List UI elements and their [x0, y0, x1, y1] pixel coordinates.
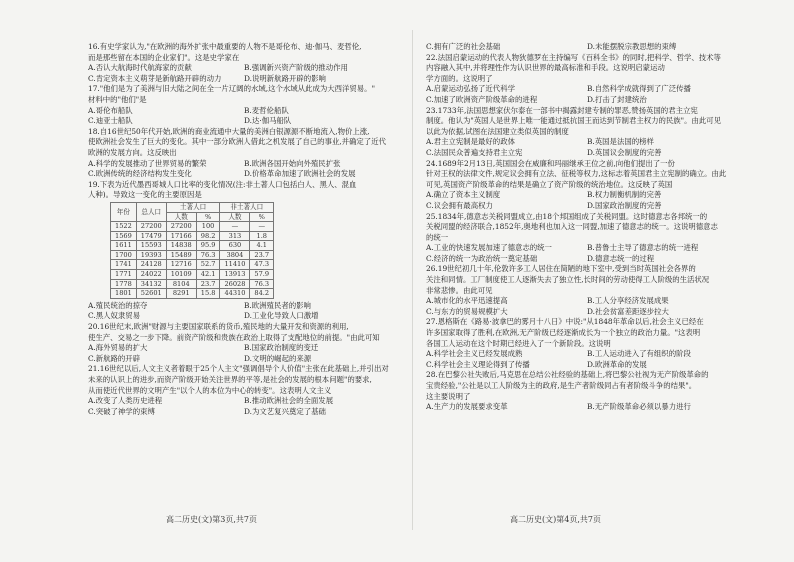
- question-stem-line: 许多国家取得了胜利,在欧洲,无产阶级已经逐渐成长为一个独立的政治力量。"这表明: [426, 328, 701, 338]
- question-stem-line: 28.在巴黎公社失败后,马克思在总结公社经验的基础上,将巴黎公社视为无产阶级革命的: [426, 370, 709, 380]
- table-cell: 1611: [111, 241, 137, 251]
- answer-option: B.自然科学成就得到了广泛传播: [587, 84, 691, 94]
- answer-option: B.工人分享经济发展成果: [587, 296, 669, 306]
- question-stem-line: 26.19世纪初几十年,伦敦许多工人居住在简陋的地下室中,受到当时英国社会各界的: [426, 264, 696, 274]
- table-cell: 1778: [111, 279, 137, 289]
- answer-option: C.与东方的贸易规模扩大: [426, 306, 508, 316]
- table-cell: 24022: [136, 270, 166, 280]
- table-cell: 8291: [166, 289, 196, 299]
- col-header-year: 年份: [111, 202, 137, 221]
- answer-option: A.君主立宪制是最好的政体: [426, 137, 515, 147]
- question-stem-line: 欧洲的发展方向。这反映出: [88, 147, 177, 157]
- question-stem-line: 从而使近代世界的文明产生"以个人的本位为中心的转变"。这表明人文主义: [88, 385, 332, 395]
- option-row: [426, 243, 748, 254]
- answer-option: B.无产阶级革命必须以暴力进行: [587, 402, 691, 412]
- option-row: [426, 42, 748, 53]
- question-q17: [88, 84, 400, 126]
- answer-option: C.迪亚士船队: [88, 116, 133, 126]
- question-stem-line: 21.16世纪以后,人文主义者着眼于25个人主文"强调倡导个人价值"主张在此基础上,并引出对: [88, 364, 389, 374]
- table-cell: 1.8: [250, 231, 274, 241]
- table-cell: 100: [196, 222, 220, 232]
- answer-option: C.科学社会主义理论得到了传播: [426, 359, 530, 369]
- table-row: [111, 241, 274, 251]
- table-cell: 1771: [111, 270, 137, 280]
- answer-option: C.经济的统一为政治统一奠定基础: [426, 253, 538, 263]
- table-cell: —: [220, 222, 250, 232]
- question-q23: [426, 106, 748, 159]
- col-header-percent: %: [250, 212, 274, 222]
- question-q28: [426, 370, 748, 412]
- option-row: [88, 343, 400, 354]
- question-q16: [88, 42, 400, 84]
- table-cell: 17166: [166, 231, 196, 241]
- answer-option: B.麦哲伦船队: [244, 105, 289, 115]
- table-cell: 47.3: [250, 260, 274, 270]
- question-stem-line: 宝贵经验,"公社是以工人阶级为主的政府,是生产者阶级同占有者阶级斗争的结果"。: [426, 381, 697, 390]
- question-stem-line: 非常悲惨。由此可见: [426, 285, 493, 295]
- option-row: [88, 74, 400, 85]
- question-stem-line: 内容融入其中,并将理性作为认识世界的最高标准和手段。这说明启蒙运动: [426, 63, 665, 73]
- page-fold: [412, 30, 413, 530]
- option-row: [426, 148, 748, 159]
- table-cell: 13913: [220, 270, 250, 280]
- question-q25: [426, 212, 748, 265]
- option-row: [88, 301, 400, 312]
- table-cell: 1522: [111, 222, 137, 232]
- table-cell: 95.9: [196, 241, 220, 251]
- option-row: [426, 84, 748, 95]
- question-stem-line: 23.1733年,法国思想家伏尔泰在一部书中揭露封建专制的罪恶,赞扬英国的君主立宪: [426, 105, 698, 115]
- answer-option: B.国家政治制度的变迁: [244, 343, 319, 353]
- option-row: [426, 360, 748, 371]
- population-table: [110, 202, 274, 299]
- answer-option: D.社会贫富差距逐步拉大: [587, 306, 669, 316]
- option-row: [88, 396, 400, 407]
- table-cell: 17479: [136, 231, 166, 241]
- table-cell: 57.9: [250, 270, 274, 280]
- col-header-native: 土著人口: [166, 202, 220, 212]
- answer-option: B.推动欧洲社会的全面发展: [244, 396, 334, 406]
- table-cell: 1700: [111, 250, 137, 260]
- question-stem-line: 人种)。导致这一变化的主要原因是: [88, 190, 202, 200]
- answer-option: D.未能摆脱宗教思想的束缚: [587, 42, 677, 51]
- table-row: [111, 250, 274, 260]
- question-q27: [426, 317, 748, 370]
- table-row: [111, 260, 274, 270]
- answer-option: A.殖民统治的掠夺: [88, 300, 148, 310]
- answer-option: C.肯定资本主义萌芽是新航路开辟的动力: [88, 73, 222, 83]
- answer-option: A.生产力的发展要求变革: [426, 402, 508, 412]
- table-cell: 313: [220, 231, 250, 241]
- table-cell: —: [250, 222, 274, 232]
- question-stem-line: 制度。他认为"英国人是世界上唯一能通过抵抗国王而达到节制君主权力的民族"。由此可见: [426, 116, 722, 126]
- answer-option: D.打击了封建统治: [587, 94, 647, 104]
- answer-option: D.国家政治制度的完善: [587, 200, 662, 210]
- option-row: [88, 106, 400, 117]
- question-stem-line: 17."他们是为了美洲与旧大陆之间在全一片辽阔的水域,这个水域从此成为大西洋贸易。": [88, 84, 375, 94]
- question-q20: [88, 322, 400, 364]
- table-row: [111, 231, 274, 241]
- option-row: [426, 190, 748, 201]
- option-row: [426, 137, 748, 148]
- table-cell: 15489: [166, 250, 196, 260]
- table-cell: 8104: [166, 279, 196, 289]
- answer-option: B.欧洲殖民者的影响: [244, 300, 311, 310]
- table-cell: 76.3: [196, 250, 220, 260]
- answer-option: A.确立了资本主义制度: [426, 190, 501, 200]
- left-page: [88, 42, 400, 417]
- answer-option: C.突破了神学的束缚: [88, 406, 155, 416]
- col-header-total: 总人口: [136, 202, 166, 221]
- option-row: [426, 307, 748, 318]
- table-cell: 52601: [136, 289, 166, 299]
- option-row: [426, 296, 748, 307]
- answer-option: B.工人运动进入了有组织的阶段: [587, 349, 691, 359]
- answer-option: D.文明的崛起的来源: [244, 353, 312, 363]
- table-row: [111, 222, 274, 232]
- table-cell: 11410: [220, 260, 250, 270]
- table-row: [111, 289, 274, 299]
- answer-option: A.科学的发展推动了世界贸易的繁荣: [88, 158, 207, 168]
- page-footer-right: 高二历史(文)第4页,共7页: [510, 515, 601, 524]
- table-cell: 15593: [136, 241, 166, 251]
- table-cell: 44310: [220, 289, 250, 299]
- question-stem-line: 可见,英国资产阶级革命的结果是确立了资产阶级的统治地位。这反映了英国: [426, 179, 673, 189]
- question-stem-line: 这主要说明了: [426, 391, 471, 401]
- answer-option: C.议会拥有最高权力: [426, 200, 493, 210]
- answer-option: C.加速了欧洲资产阶级革命的进程: [426, 94, 538, 104]
- question-q24: [426, 159, 748, 212]
- answer-option: D.说明新航路开辟的影响: [244, 73, 326, 83]
- question-stem-line: 20.16世纪末,欧洲"财源与主要国家联系的货币,殖民地的大量开发和资源的利用,: [88, 322, 349, 332]
- question-stem-line: 未来的认识上的进步,而资产阶级开始关注世界的平等,是社会的发展的根本问题"的要求,: [88, 375, 372, 384]
- option-row: [426, 95, 748, 106]
- question-stem-line: 16.有史学家认为,"在欧洲的海外扩张中最重要的人物不是哥伦布、迪·伽马、麦哲伦,: [88, 42, 362, 51]
- answer-option: D.价格革命加速了欧洲社会的发展: [244, 169, 356, 179]
- option-row: [426, 201, 748, 212]
- question-stem-line: 以此为依据,试图在法国建立类似英国的制度: [426, 126, 569, 136]
- answer-option: B.普鲁士主导了德意志的统一进程: [587, 243, 699, 253]
- col-header-percent: %: [196, 212, 220, 222]
- question-stem-line: 各国工人运动在这个时期已经进入了一个新阶段。这说明: [426, 338, 611, 348]
- answer-option: C.黑人奴隶贸易: [88, 311, 141, 321]
- question-q21: [88, 364, 400, 417]
- option-row: [426, 402, 748, 413]
- answer-option: C.欧洲传统的经济结构发生变化: [88, 169, 192, 179]
- option-row: [88, 159, 400, 170]
- question-stem-line: 关税同盟的经济联合,1852年,奥地利也加入这一同盟,加速了德意志的统一。这说明德意志: [426, 222, 718, 232]
- table-cell: 3804: [220, 250, 250, 260]
- table-cell: 12716: [166, 260, 196, 270]
- question-q18: [88, 127, 400, 180]
- option-row: [88, 311, 400, 322]
- table-cell: 98.2: [196, 231, 220, 241]
- table-cell: 42.1: [196, 270, 220, 280]
- table-cell: 10109: [166, 270, 196, 280]
- answer-option: C.拥有广泛的社会基础: [426, 42, 501, 51]
- question-stem-line: 关注和同情。工厂制度使工人逐渐失去了独立性,长时间的劳动使得工人阶级的生活状况: [426, 275, 710, 285]
- option-row: [426, 254, 748, 265]
- table-cell: 630: [220, 241, 250, 251]
- right-page: [426, 42, 748, 413]
- answer-option: A.工业的快速发展加速了德意志的统一: [426, 243, 552, 253]
- answer-option: B.权力制衡机制的完善: [587, 190, 662, 200]
- answer-option: C.法国民众普遍支持君主立宪: [426, 147, 523, 157]
- answer-option: B.欧洲各国开始向外殖民扩张: [244, 158, 341, 168]
- table-cell: 84.2: [250, 289, 274, 299]
- table-cell: 27200: [136, 222, 166, 232]
- question-q22: [426, 53, 748, 106]
- answer-option: C.新航路的开辟: [88, 353, 141, 363]
- answer-option: D.欧洲革命的发展: [587, 359, 647, 369]
- table-cell: 4.1: [250, 241, 274, 251]
- question-stem-line: 22.法国启蒙运动的代表人物狄德罗在主持编写《百科全书》的同时,把科学、哲学、技术等: [426, 52, 721, 62]
- table-cell: 19393: [136, 250, 166, 260]
- question-stem-line: 而是那些留在本国的企业家们"。这是史学家在: [88, 52, 240, 62]
- col-header-number: 人数: [166, 212, 196, 222]
- table-cell: 23.7: [196, 279, 220, 289]
- answer-option: D.工业化导致人口激增: [244, 311, 319, 321]
- question-stem-line: 学方面的。这说明了: [426, 73, 493, 83]
- answer-option: D.德意志统一的过程: [587, 253, 655, 263]
- col-header-nonnative: 非土著人口: [220, 202, 274, 212]
- table-cell: 26028: [220, 279, 250, 289]
- question-stem-line: 使欧洲社会发生了巨大的变化。其中一部分欧洲人借此之机发展了自己的事业,并确定了近代: [88, 137, 386, 147]
- answer-option: A.城市化的水平迅速提高: [426, 296, 508, 306]
- table-cell: 52.7: [196, 260, 220, 270]
- answer-option: D.英国议会制度的完善: [587, 147, 662, 157]
- answer-option: D.为文艺复兴奠定了基础: [244, 406, 326, 416]
- option-row: [88, 169, 400, 180]
- table-row: [111, 279, 274, 289]
- page-footer-left: 高二历史(文)第3页,共7页: [166, 515, 257, 524]
- table-cell: 34132: [136, 279, 166, 289]
- question-stem-line: 27.恩格斯在《路易·波拿巴的雾月十八日》中说:"从1848年革命以后,社会主义已经在: [426, 317, 704, 327]
- question-stem-line: 针对王权的法律文件,规定议会拥有立法、征税等权力,这标志着英国君主立宪制的确立。由此: [426, 169, 727, 179]
- table-cell: 76.3: [250, 279, 274, 289]
- option-row: [88, 354, 400, 365]
- question-stem-line: 材料中的"他们"是: [88, 94, 147, 104]
- answer-option: A.改变了人类历史进程: [88, 396, 163, 406]
- answer-option: A.科学社会主义已经发展成熟: [426, 349, 523, 359]
- table-cell: 24128: [136, 260, 166, 270]
- question-q26: [426, 264, 748, 317]
- option-row: [88, 63, 400, 74]
- answer-option: A.哥伦布船队: [88, 105, 133, 115]
- answer-option: B.英国是法国的榜样: [587, 137, 654, 147]
- question-stem-line: 24.1689年2月13日,英国国会在威廉和玛丽继承王位之前,向他们提出了一份: [426, 158, 675, 168]
- answer-option: D.达·伽马船队: [244, 116, 292, 126]
- answer-option: A.海外贸易的扩大: [88, 343, 148, 353]
- question-stem-line: 的统一: [426, 232, 449, 242]
- question-stem-line: 25.1834年,德意志关税同盟成立,由18个邦国组成了关税同盟。这时德意志各邦统一的: [426, 211, 708, 221]
- answer-option: B.强调新兴资产阶级的推动作用: [244, 63, 348, 73]
- table-cell: 1801: [111, 289, 137, 299]
- option-row: [426, 349, 748, 360]
- col-header-number: 人数: [220, 212, 250, 222]
- answer-option: A.启蒙运动弘扬了近代科学: [426, 84, 515, 94]
- table-cell: 14838: [166, 241, 196, 251]
- table-cell: 1569: [111, 231, 137, 241]
- table-cell: 15.8: [196, 289, 220, 299]
- table-cell: 1741: [111, 260, 137, 270]
- answer-option: A.否认大航海时代航海家的贡献: [88, 63, 192, 73]
- question-stem-line: 18.自16世纪50年代开始,欧洲的商业流通中大量的美洲白银源源不断地流入,物价上涨,: [88, 126, 370, 136]
- table-cell: 23.7: [250, 250, 274, 260]
- table-cell: 27200: [166, 222, 196, 232]
- option-row: [88, 407, 400, 418]
- question-stem-line: 使生产、交易之一步下降。前资产阶级和贵族在政治上取得了支配地位的前提。"由此可知: [88, 332, 380, 342]
- option-row: [88, 116, 400, 127]
- question-q19: [88, 180, 400, 322]
- table-row: [111, 270, 274, 280]
- question-stem-line: 19.下表为近代墨西哥城人口比率的变化情况(注:非土著人口包括白人、黑人、混血: [88, 179, 357, 189]
